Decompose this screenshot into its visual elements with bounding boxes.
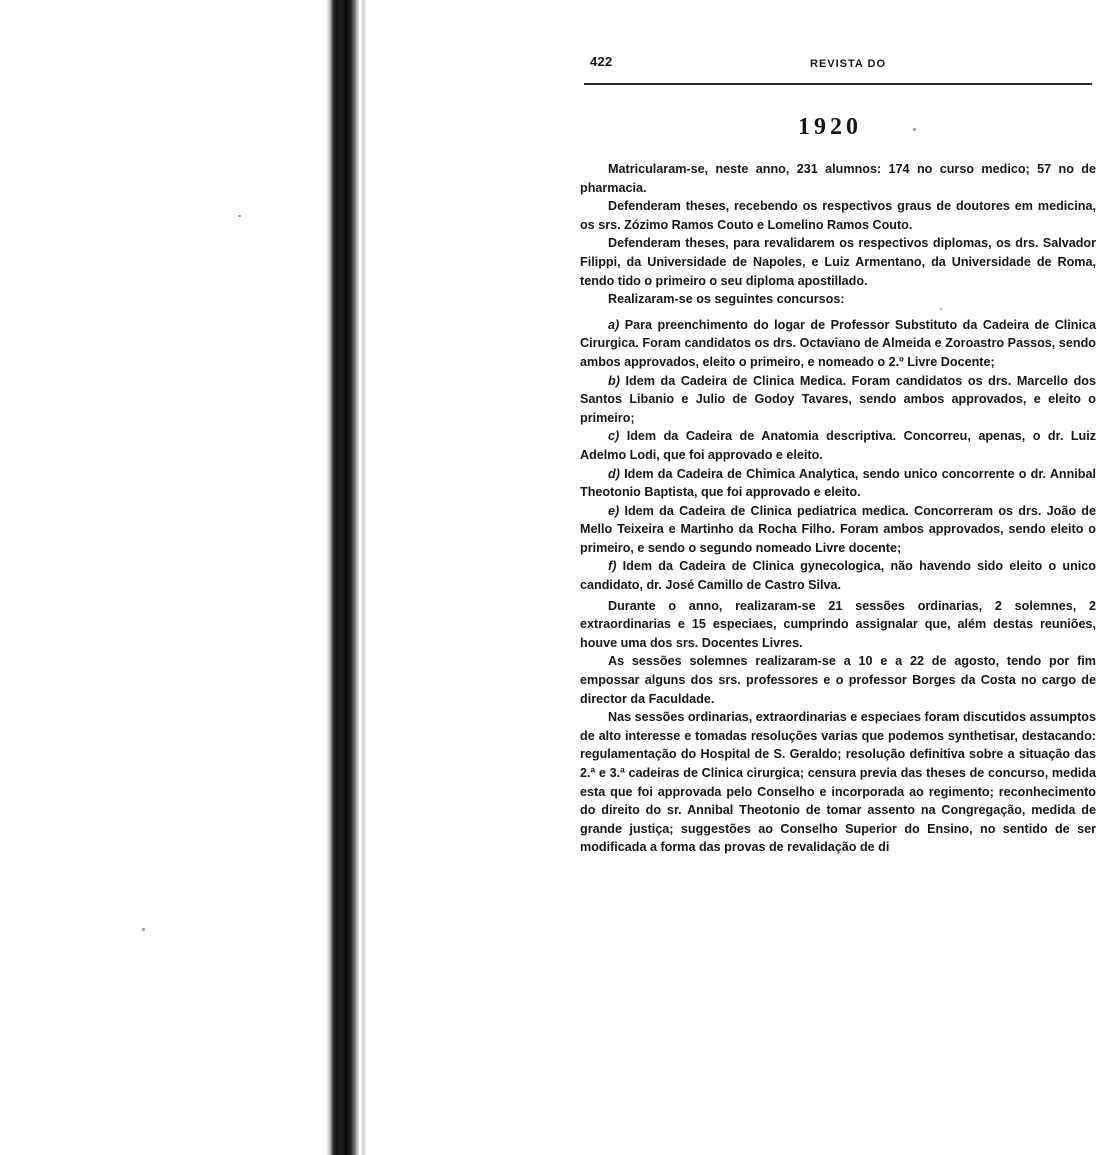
list-marker: e): [608, 503, 620, 518]
page-edge: [361, 0, 366, 1155]
page-header: [580, 50, 1096, 74]
list-item: [580, 465, 1096, 502]
year-heading: 1920: [798, 114, 862, 140]
list-item: [580, 316, 1096, 372]
list-item-text: Idem da Cadeira de Chimica Analytica, sendo unico concorrente o dr. Annibal Theotonio Baptista, que foi approvado e eleito.: [580, 466, 1097, 500]
book-spine-shadow: [327, 0, 359, 1155]
scan-speck: [913, 128, 916, 131]
list-marker: a): [608, 317, 620, 332]
header-rule: [584, 83, 1092, 85]
list-marker: c): [608, 429, 620, 444]
list-item: [580, 502, 1096, 558]
paragraph: Durante o anno, realizaram-se 21 sessões ordinarias, 2 solemnes, 2 extraordinarias e 15 especiaes, cumprindo assignalar que, além destas reuniões, houve uma dos srs. Docentes Livres.: [580, 598, 1096, 650]
list-item: [580, 557, 1096, 594]
list-item-text: Para preenchimento do logar de Professor Substituto da Cadeira de Clinica Cirurgica. Foram candidatos os drs. Octaviano de Almeida e Zoroastro Passos, sendo ambos approvados, eleito o primeiro, e nomeado o 2.º Livre Docente;: [580, 317, 1096, 369]
scan-speck: [142, 928, 145, 931]
scan-speck: [238, 215, 241, 217]
list-marker: b): [608, 373, 620, 388]
list-item-text: Idem da Cadeira de Clinica gynecologica, não havendo sido eleito o unico candidato, dr. José Camillo de Castro Silva.: [580, 559, 1096, 593]
list-item: [580, 427, 1096, 464]
paragraph: Matricularam-se, neste anno, 231 alumnos: 174 no curso medico; 57 no de pharmacia.: [580, 162, 1096, 195]
journal-page: [580, 50, 1097, 855]
paragraph: Defenderam theses, recebendo os respectivos graus de doutores em medicina, os srs. Zózimo Ramos Couto e Lomelino Ramos Couto.: [580, 199, 1096, 232]
list-item-text: Idem da Cadeira de Clinica pediatrica medica. Concorreram os drs. João de Mello Teixeira e Martinho da Rocha Filho. Foram ambos approvados, sendo eleito o primeiro, e sendo o segundo nomeado Livre docente;: [580, 503, 1096, 555]
paragraph: Realizaram-se os seguintes concursos:: [608, 292, 845, 307]
list-item: [580, 372, 1096, 428]
page-number: 422: [590, 54, 613, 69]
paragraph: As sessões solemnes realizaram-se a 10 e a 22 de agosto, tendo por fim empossar alguns dos srs. professores e o professor Borges da Costa no cargo de director da Faculdade.: [580, 654, 1096, 706]
list-item-text: Idem da Cadeira de Anatomia descriptiva. Concorreu, apenas, o dr. Luiz Adelmo Lodi, que foi approvado e eleito.: [580, 429, 1097, 462]
article-body: [580, 160, 1096, 857]
list-marker: f): [608, 559, 617, 574]
list-marker: d): [608, 466, 620, 481]
running-title: REVISTA DO: [810, 58, 887, 70]
paragraph: Nas sessões ordinarias, extraordinarias e especiaes foram discutidos assumptos de alto interesse e tomadas resoluções varias que podemos synthetisar, destacando: regulamentação do Hospital de S. Geraldo; resolução definitiva sobre a situação das 2.ª e 3.ª cadeiras de Clinica cirurgica; censura previa das theses de concurso, medida esta que foi approvada pelo Conselho e incorporada ao regimento; reconhecimento do direito do sr. Annibal Theotonio de tomar assento na Congregação, medida de grande justiça; suggestões ao Conselho Superior do Ensino, no sentido de ser modificada a forma das provas de revalidação de di: [580, 710, 1096, 855]
paragraph: Defenderam theses, para revalidarem os respectivos diplomas, os drs. Salvador Filippi, da Universidade de Napoles, e Luiz Armentano, da Universidade de Roma, tendo tido o primeiro o seu diploma apostillado.: [580, 236, 1096, 288]
list-item-text: Idem da Cadeira de Clinica Medica. Foram candidatos os drs. Marcello dos Santos Libanio e Julio de Godoy Tavares, sendo ambos approvados, e eleito o primeiro;: [580, 373, 1096, 425]
